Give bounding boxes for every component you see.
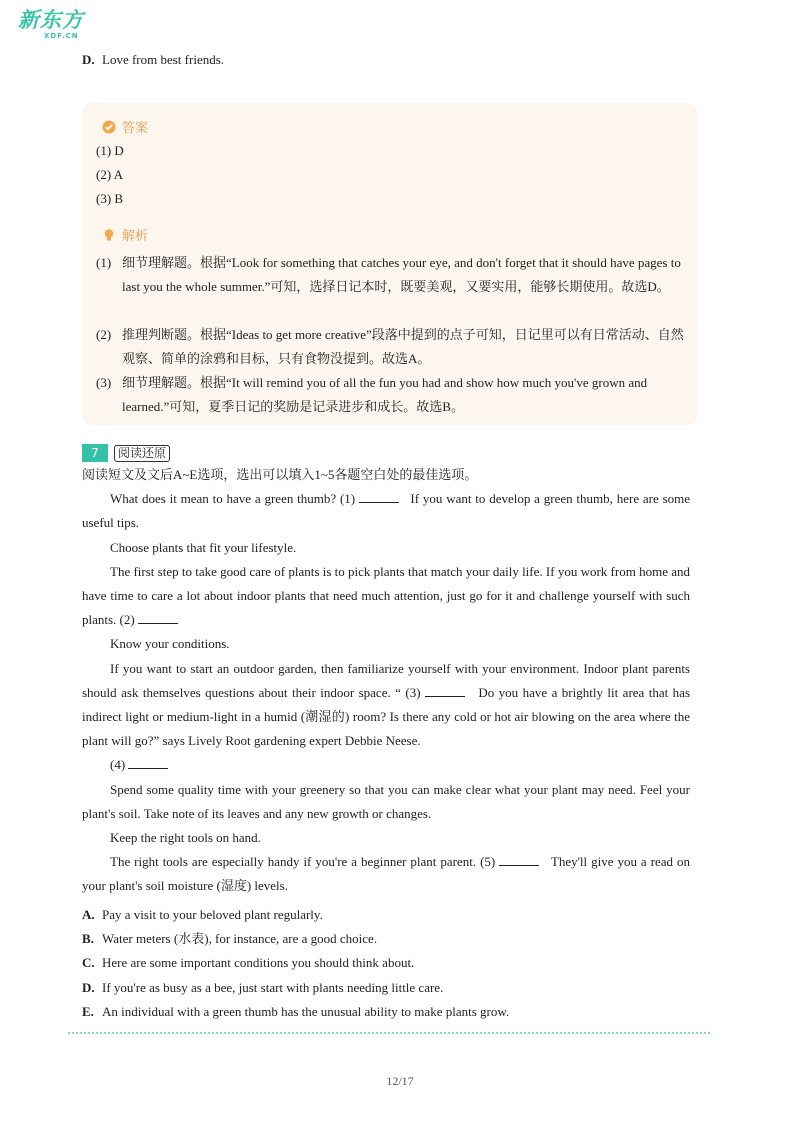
previous-option-d [82,52,224,68]
answer-box [82,103,698,425]
option-letter: D. [82,52,95,67]
option-text: If you're as busy as a bee, just start with plants needing little care. [102,979,444,995]
option-text: Here are some important conditions you should think about. [102,955,415,971]
analysis-heading-text: 解析 [122,228,149,243]
answer-options [82,903,690,1024]
paragraph-1 [82,487,690,535]
option-e [82,1000,690,1024]
paragraph-1-end: If you want to develop a green thumb, here are some useful tips. [82,491,691,531]
blank-3[interactable] [425,684,465,697]
blank-4-label: (4) [110,757,126,773]
paragraph-4: Spend some quality time with your greenery so that you can make clear what your plant may need. Feel your plant's soil. Take note of its leaves and any new growth or changes. [82,781,690,821]
page-number: 12/17 [386,1074,414,1088]
paragraph-1-start: What does it mean to have a green thumb? (1) [110,491,356,507]
option-text: Water meters (水表), for instance, are a good choice. [102,931,378,947]
blank-1[interactable] [359,490,399,503]
option-letter: B. [82,931,94,947]
explanation-1 [96,251,688,323]
footer-divider [68,1032,710,1034]
analysis-heading [102,225,148,244]
answer-2: (2) A [96,167,124,182]
option-text: Love from best friends. [102,52,225,67]
answer-heading-text: 答案 [122,120,149,135]
question-number: 7 [82,444,108,462]
paragraph-3-start: If you want to start an outdoor garden, then familiarize yourself with your environment. Indoor plant parents should ask themselves questions about their indoor space. “ (3) [82,660,690,700]
paragraph-2-text: The first step to take good care of plants is to pick plants that match your daily life. If you work from home and have time to care a lot about indoor plants that need much attention, just go for it and challenge yourself with such plants. (2) [82,563,690,628]
option-text: Pay a visit to your beloved plant regularly. [102,907,323,922]
option-c [82,951,690,975]
answer-1: (1) D [96,143,124,158]
explanation-text: 细节理解题。根据“It will remind you of all the fun you had and show how much you've grown and learned.”可知，夏季日记的奖励是记录进步和成长。故选B。 [122,375,648,414]
option-letter: C. [82,955,95,971]
check-badge-icon [102,120,116,134]
paragraph-5-end: They'll give you a read on your plant's soil moisture (湿度) levels. [82,854,690,894]
option-d [82,976,690,1000]
reading-passage [82,463,690,899]
lightbulb-icon [102,228,116,242]
option-letter: D. [82,979,95,995]
explanation-3 [96,371,688,419]
heading-3: Keep the right tools on hand. [110,830,261,846]
paragraph-3-end: Do you have a brightly lit area that has indirect light or medium-light in a humid (潮湿的) room? Is there any cold or hot air blowing on the area where the plant will go?” says Lively Root gardening expert Debbie Neese. [82,684,691,749]
option-text: An individual with a green thumb has the unusual ability to make plants grow. [102,1003,510,1019]
option-b [82,927,690,951]
explanation-text: 推理判断题。根据“Ideas to get more creative”段落中提到的点子可知，日记里可以有日常活动、自然观察、简单的涂鸦和目标，只有食物没提到。故选A。 [122,327,684,366]
logo-text: 新东方 [18,8,84,32]
explanation-number: (2) [96,327,112,342]
explanation-number: (3) [96,375,112,390]
blank-5[interactable] [499,853,539,866]
instruction: 阅读短文及文后A~E选项，选出可以填入1~5各题空白处的最佳选项。 [82,467,478,482]
option-letter: A. [82,907,95,922]
explanation-2 [96,323,688,371]
option-letter: E. [82,1003,94,1019]
explanation-text: 细节理解题。根据“Look for something that catches your eye, and don't forget that it should have pages to last you the whole summer.”可知，选择日记本时，既要美观，又要实用，能够长期使用。故选D。 [122,255,681,294]
explanation-number: (1) [96,255,112,270]
blank-2[interactable] [138,611,178,624]
blank-4[interactable] [128,756,168,769]
answer-heading [102,117,148,136]
question-type-badge: 阅读还原 [114,445,170,462]
heading-2: Know your conditions. [110,636,230,652]
option-a [82,903,690,927]
question-header [82,444,170,462]
paragraph-5-start: The right tools are especially handy if you're a beginner plant parent. (5) [110,854,496,870]
paragraph-3 [82,657,690,754]
logo [18,8,84,42]
answer-3: (3) B [96,191,124,206]
heading-1: Choose plants that fit your lifestyle. [110,539,297,555]
heading-4-blank [82,753,690,777]
logo-subtext: XDF.CN [44,32,79,40]
paragraph-2 [82,560,690,633]
paragraph-5 [82,850,690,898]
